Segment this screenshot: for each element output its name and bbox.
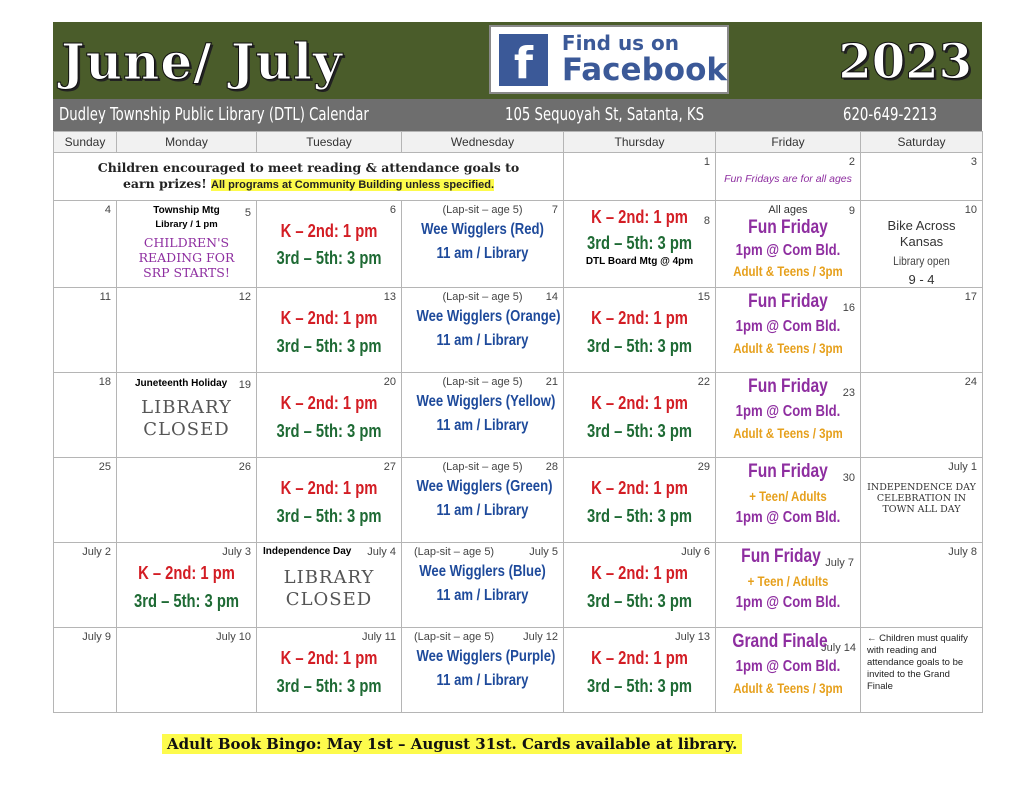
library-name: Dudley Township Public Library (DTL) Calendar bbox=[59, 104, 369, 125]
day-number: July 13 bbox=[675, 631, 710, 643]
day-cell bbox=[402, 628, 564, 713]
adult-teens-time: Adult & Teens / 3pm bbox=[733, 425, 843, 441]
day-number: 6 bbox=[389, 204, 396, 216]
independence-day-celebration: INDEPENDENCE DAY CELEBRATION IN TOWN ALL DAY bbox=[867, 482, 976, 515]
wee-wigglers: Wee Wigglers (Red) bbox=[421, 221, 544, 238]
wee-wigglers-time: 11 am / Library bbox=[436, 587, 529, 604]
notice-line1: Children encouraged to meet reading & attendance goals to bbox=[97, 160, 520, 175]
board-meeting: DTL Board Mtg @ 4pm bbox=[585, 256, 694, 267]
lapsit-label: (Lap-sit – age 5) bbox=[442, 291, 523, 303]
wee-wigglers: Wee Wigglers (Green) bbox=[416, 478, 553, 495]
day-cell bbox=[564, 201, 716, 288]
day-number: 28 bbox=[545, 461, 558, 473]
wee-wigglers-time: 11 am / Library bbox=[436, 245, 529, 262]
wee-wigglers: Wee Wigglers (Purple) bbox=[416, 648, 556, 665]
day-number: 8 bbox=[703, 215, 710, 227]
day-cell bbox=[54, 628, 117, 713]
grand-finale-time: 1pm @ Com Bld. bbox=[735, 658, 841, 675]
day-cell bbox=[117, 288, 257, 373]
day-header-wednesday: Wednesday bbox=[402, 132, 564, 153]
fun-friday-time: 1pm @ Com Bld. bbox=[735, 594, 841, 611]
day-number: July 2 bbox=[82, 546, 111, 558]
library-closed-1: LIBRARY bbox=[141, 397, 232, 418]
day-cell bbox=[402, 543, 564, 628]
day-cell bbox=[54, 458, 117, 543]
k2-program: K – 2nd: 1 pm bbox=[591, 478, 688, 498]
day-cell bbox=[402, 458, 564, 543]
grade35-program: 3rd – 5th: 3 pm bbox=[587, 336, 692, 356]
day-cell bbox=[257, 458, 402, 543]
day-number: 29 bbox=[697, 461, 710, 473]
day-number: 23 bbox=[842, 387, 855, 399]
header-banner bbox=[53, 22, 982, 99]
day-number: July 9 bbox=[82, 631, 111, 643]
day-cell bbox=[402, 201, 564, 288]
day-cell bbox=[716, 288, 861, 373]
day-number: 7 bbox=[551, 204, 558, 216]
day-cell bbox=[257, 543, 402, 628]
day-cell bbox=[861, 153, 983, 201]
day-number: 13 bbox=[383, 291, 396, 303]
day-cell bbox=[257, 373, 402, 458]
day-number: 21 bbox=[545, 376, 558, 388]
wee-wigglers-time: 11 am / Library bbox=[436, 332, 529, 349]
lapsit-label: (Lap-sit – age 5) bbox=[414, 546, 495, 558]
grade35-program: 3rd – 5th: 3 pm bbox=[587, 233, 692, 253]
day-header-thursday: Thursday bbox=[564, 132, 716, 153]
day-cell bbox=[402, 373, 564, 458]
k2-program: K – 2nd: 1 pm bbox=[280, 221, 378, 241]
day-number: 10 bbox=[964, 204, 977, 216]
lapsit-label: (Lap-sit – age 5) bbox=[414, 631, 495, 643]
library-hours: 9 - 4 bbox=[908, 272, 935, 287]
grade35-program: 3rd – 5th: 3 pm bbox=[587, 591, 692, 611]
facebook-line2: Facebook bbox=[561, 52, 727, 88]
day-header-saturday: Saturday bbox=[861, 132, 983, 153]
all-ages-label: All ages bbox=[768, 204, 808, 216]
grade35-program: 3rd – 5th: 3 pm bbox=[587, 676, 692, 696]
day-number: 24 bbox=[964, 376, 977, 388]
wee-wigglers-time: 11 am / Library bbox=[436, 672, 529, 689]
day-cell bbox=[861, 201, 983, 288]
facebook-icon: f bbox=[499, 34, 548, 86]
wee-wigglers: Wee Wigglers (Yellow) bbox=[416, 393, 556, 410]
grade35-program: 3rd – 5th: 3 pm bbox=[587, 421, 692, 441]
library-closed-2: CLOSED bbox=[285, 589, 373, 610]
day-cell bbox=[564, 628, 716, 713]
day-cell bbox=[861, 628, 983, 713]
day-header-tuesday: Tuesday bbox=[257, 132, 402, 153]
fun-friday-note: Fun Fridays are for all ages bbox=[724, 173, 852, 185]
day-cell bbox=[716, 543, 861, 628]
day-cell bbox=[564, 458, 716, 543]
day-number: 20 bbox=[383, 376, 396, 388]
day-number: 15 bbox=[697, 291, 710, 303]
calendar bbox=[53, 22, 982, 713]
fun-friday: Fun Friday bbox=[748, 217, 828, 238]
k2-program: K – 2nd: 1 pm bbox=[138, 563, 235, 583]
day-cell bbox=[257, 288, 402, 373]
wee-wigglers: Wee Wigglers (Orange) bbox=[416, 308, 561, 325]
grade35-program: 3rd – 5th: 3 pm bbox=[276, 421, 382, 441]
day-number: 16 bbox=[842, 302, 855, 314]
k2-program: K – 2nd: 1 pm bbox=[591, 648, 688, 668]
grade35-program: 3rd – 5th: 3 pm bbox=[134, 591, 239, 611]
day-number: 17 bbox=[964, 291, 977, 303]
fun-friday-time: 1pm @ Com Bld. bbox=[735, 403, 841, 420]
wee-wigglers: Wee Wigglers (Blue) bbox=[419, 563, 546, 580]
facebook-line1: Find us on bbox=[561, 31, 680, 55]
library-phone: 620-649-2213 bbox=[843, 104, 938, 125]
srp-start-text: CHILDREN'S READING FOR SRP STARTS! bbox=[138, 235, 235, 280]
grade35-program: 3rd – 5th: 3 pm bbox=[587, 506, 692, 526]
day-header-friday: Friday bbox=[716, 132, 861, 153]
day-number: July 12 bbox=[523, 631, 558, 643]
notice-highlight: All programs at Community Building unless specified. bbox=[211, 179, 495, 191]
day-number: July 5 bbox=[529, 546, 558, 558]
grand-finale-note: ← Children must qualify with reading and attendance goals to be invited to the Grand Finale bbox=[867, 633, 968, 692]
grade35-program: 3rd – 5th: 3 pm bbox=[276, 336, 382, 356]
day-cell bbox=[117, 373, 257, 458]
day-number: 5 bbox=[244, 207, 251, 219]
day-number: 18 bbox=[98, 376, 111, 388]
fun-friday: Fun Friday bbox=[748, 376, 828, 397]
day-cell bbox=[564, 543, 716, 628]
day-number: July 10 bbox=[216, 631, 251, 643]
day-cell bbox=[54, 288, 117, 373]
day-header-monday: Monday bbox=[117, 132, 257, 153]
day-cell bbox=[716, 373, 861, 458]
k2-program: K – 2nd: 1 pm bbox=[280, 393, 378, 413]
fun-friday: Fun Friday bbox=[748, 291, 828, 312]
lapsit-label: (Lap-sit – age 5) bbox=[442, 204, 523, 216]
calendar-grid bbox=[53, 131, 983, 713]
day-cell bbox=[54, 543, 117, 628]
grade35-program: 3rd – 5th: 3 pm bbox=[276, 506, 382, 526]
teen-adults-label: + Teen / Adults bbox=[747, 573, 829, 589]
day-cell bbox=[257, 201, 402, 288]
day-number: 30 bbox=[842, 472, 855, 484]
calendar-year: 2023 bbox=[838, 34, 972, 90]
day-cell bbox=[716, 628, 861, 713]
holiday-label: Juneteenth Holiday bbox=[135, 378, 228, 389]
lapsit-label: (Lap-sit – age 5) bbox=[442, 461, 523, 473]
library-address: 105 Sequoyah St, Satanta, KS bbox=[505, 104, 705, 125]
grand-finale: Grand Finale bbox=[732, 631, 828, 652]
day-cell bbox=[54, 201, 117, 288]
day-number: July 6 bbox=[681, 546, 710, 558]
day-cell bbox=[716, 201, 861, 288]
day-number: 26 bbox=[238, 461, 251, 473]
day-cell bbox=[861, 288, 983, 373]
adult-teens-time: Adult & Teens / 3pm bbox=[733, 263, 843, 279]
fun-friday-time: 1pm @ Com Bld. bbox=[735, 509, 841, 526]
day-cell bbox=[564, 288, 716, 373]
day-cell bbox=[257, 628, 402, 713]
fun-friday: Fun Friday bbox=[741, 546, 821, 567]
day-cell bbox=[716, 153, 861, 201]
bike-across-kansas: Bike Across Kansas bbox=[887, 218, 956, 249]
facebook-badge[interactable] bbox=[489, 25, 729, 94]
day-cell bbox=[402, 288, 564, 373]
day-number: 1 bbox=[703, 156, 710, 168]
day-number: 14 bbox=[545, 291, 558, 303]
day-cell bbox=[861, 543, 983, 628]
day-number: 19 bbox=[238, 379, 251, 391]
day-number: 22 bbox=[697, 376, 710, 388]
day-cell bbox=[564, 153, 716, 201]
day-cell bbox=[117, 543, 257, 628]
day-cell bbox=[117, 628, 257, 713]
day-number: 2 bbox=[848, 156, 855, 168]
k2-program: K – 2nd: 1 pm bbox=[591, 393, 688, 413]
library-open: Library open bbox=[893, 254, 950, 268]
day-number: July 8 bbox=[948, 546, 977, 558]
day-cell bbox=[117, 201, 257, 288]
k2-program: K – 2nd: 1 pm bbox=[280, 648, 378, 668]
library-info-bar bbox=[53, 99, 982, 131]
adult-book-bingo-banner: Adult Book Bingo: May 1st – August 31st. Cards available at library. bbox=[162, 734, 742, 754]
k2-program: K – 2nd: 1 pm bbox=[591, 563, 688, 583]
day-number: 3 bbox=[970, 156, 977, 168]
k2-program: K – 2nd: 1 pm bbox=[280, 478, 378, 498]
adult-teens-time: Adult & Teens / 3pm bbox=[733, 680, 843, 696]
library-closed-2: CLOSED bbox=[143, 419, 230, 440]
lapsit-label: (Lap-sit – age 5) bbox=[442, 376, 523, 388]
day-number: July 7 bbox=[825, 557, 854, 569]
day-number: 25 bbox=[98, 461, 111, 473]
event-sub: Library / 1 pm bbox=[155, 219, 218, 230]
teen-adults-label: + Teen/ Adults bbox=[749, 488, 827, 504]
wee-wigglers-time: 11 am / Library bbox=[436, 417, 529, 434]
k2-program: K – 2nd: 1 pm bbox=[591, 308, 688, 328]
day-cell bbox=[117, 458, 257, 543]
k2-program: K – 2nd: 1 pm bbox=[280, 308, 378, 328]
day-number: July 14 bbox=[821, 642, 856, 654]
day-number: July 3 bbox=[222, 546, 251, 558]
event-label: Township Mtg bbox=[153, 205, 220, 216]
library-closed-1: LIBRARY bbox=[283, 567, 375, 588]
day-number: 11 bbox=[99, 291, 111, 303]
day-number: July 1 bbox=[948, 461, 977, 473]
k2-program: K – 2nd: 1 pm bbox=[591, 207, 688, 227]
day-cell bbox=[716, 458, 861, 543]
day-number: July 11 bbox=[361, 631, 396, 643]
day-number: July 4 bbox=[367, 546, 396, 558]
wee-wigglers-time: 11 am / Library bbox=[436, 502, 529, 519]
day-cell bbox=[861, 458, 983, 543]
day-number: 9 bbox=[848, 205, 855, 217]
day-number: 27 bbox=[383, 461, 396, 473]
calendar-title: June/ July bbox=[61, 32, 343, 91]
holiday-label: Independence Day bbox=[263, 546, 352, 557]
fun-friday-time: 1pm @ Com Bld. bbox=[735, 318, 841, 335]
grade35-program: 3rd – 5th: 3 pm bbox=[276, 676, 382, 696]
day-cell bbox=[54, 373, 117, 458]
day-header-sunday: Sunday bbox=[54, 132, 117, 153]
adult-teens-time: Adult & Teens / 3pm bbox=[733, 340, 843, 356]
day-number: 4 bbox=[104, 204, 111, 216]
day-cell bbox=[564, 373, 716, 458]
notice-line2: earn prizes! bbox=[122, 176, 207, 191]
notice-cell bbox=[54, 153, 564, 201]
day-number: 12 bbox=[238, 291, 251, 303]
day-cell bbox=[861, 373, 983, 458]
fun-friday: Fun Friday bbox=[748, 461, 828, 482]
grade35-program: 3rd – 5th: 3 pm bbox=[276, 248, 382, 268]
fun-friday-time: 1pm @ Com Bld. bbox=[735, 242, 841, 259]
